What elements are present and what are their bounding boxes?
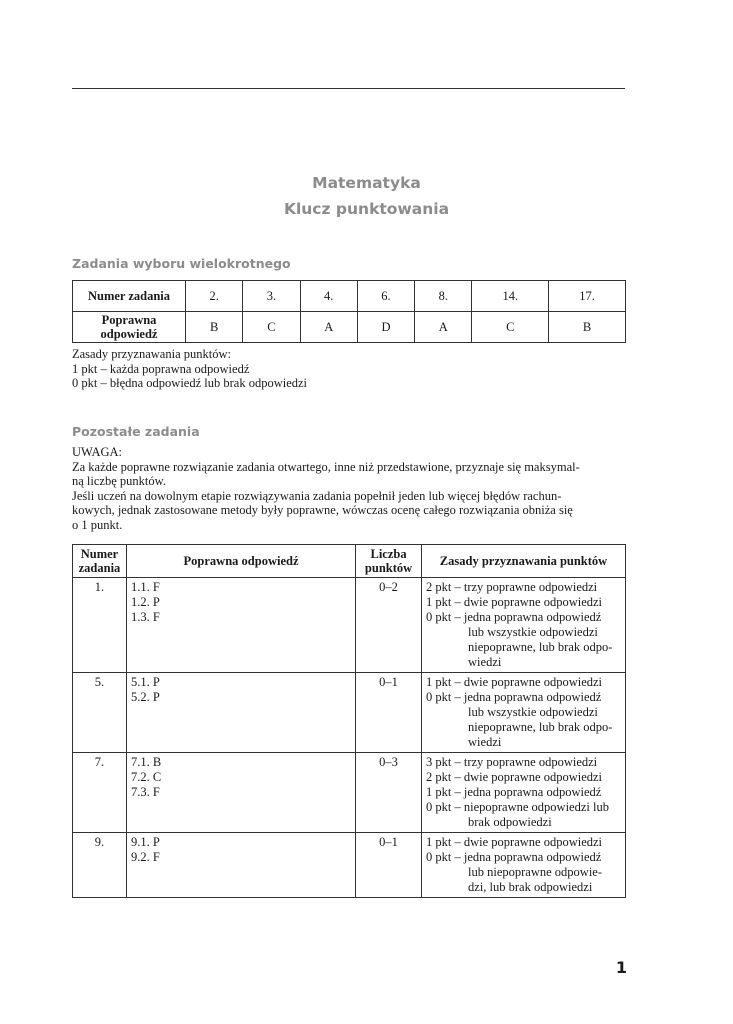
note-line: kowych, jednak zastosowane metody były poprawne, wówczas ocenę całego rozwiązania obniża się <box>72 503 573 518</box>
column-header-points <box>356 545 422 578</box>
answer-line: 9.2. F <box>130 850 160 864</box>
rule-line: 1 pkt – jedna poprawna odpowiedź <box>426 785 602 799</box>
note-block <box>72 445 626 533</box>
table-header-row <box>73 545 626 578</box>
note-line: ną liczbę punktów. <box>72 474 166 489</box>
task-number: 5. <box>73 673 127 753</box>
rules-cell <box>422 578 626 673</box>
answer-cell: B <box>549 312 626 343</box>
table-row <box>73 673 626 753</box>
rule-line: dzi, lub brak odpowiedzi <box>468 880 593 894</box>
rule-line: niepoprawne, lub brak odpo- <box>468 640 613 654</box>
answers-cell <box>126 578 355 673</box>
column-header-scoring-rules: Zasady przyznawania punktów <box>422 545 626 578</box>
scoring-rules-multiple-choice <box>72 347 626 391</box>
answer-line: 5.1. P <box>130 675 160 689</box>
scoring-rules-title: Zasady przyznawania punktów: <box>72 347 231 361</box>
rule-line: lub niepoprawne odpowie- <box>468 865 603 879</box>
answer-cell: B <box>186 312 243 343</box>
page-title <box>0 170 733 222</box>
answer-cell: C <box>243 312 300 343</box>
rule-line: 0 pkt – jedna poprawna odpowiedź <box>426 610 602 624</box>
points-range: 0–1 <box>356 833 422 898</box>
points-range: 0–2 <box>356 578 422 673</box>
task-number-cell: 6. <box>357 281 414 312</box>
task-number-cell: 4. <box>300 281 357 312</box>
task-number-cell: 8. <box>415 281 472 312</box>
correct-answer-header <box>73 312 186 343</box>
note-line: o 1 punkt. <box>72 517 123 532</box>
answer-cell: A <box>300 312 357 343</box>
rule-line: wiedzi <box>468 735 502 749</box>
rule-line: 0 pkt – jedna poprawna odpowiedź <box>426 690 602 704</box>
answers-cell <box>126 673 355 753</box>
rule-line: 1 pkt – dwie poprawne odpowiedzi <box>426 835 603 849</box>
task-number: 1. <box>73 578 127 673</box>
correct-answer-row <box>73 312 626 343</box>
answer-cell: C <box>472 312 549 343</box>
scoring-rule: 1 pkt – każda poprawna odpowiedź <box>72 361 250 376</box>
points-range: 0–1 <box>356 673 422 753</box>
header-line: Numer <box>80 547 119 561</box>
rule-line: lub wszystkie odpowiedzi <box>468 705 598 719</box>
rule-line: 2 pkt – trzy poprawne odpowiedzi <box>426 580 598 594</box>
rule-line: 1 pkt – dwie poprawne odpowiedzi <box>426 675 603 689</box>
note-label: UWAGA: <box>72 445 122 459</box>
answer-line: 7.1. B <box>130 755 162 769</box>
task-number-cell: 17. <box>549 281 626 312</box>
table-row <box>73 753 626 833</box>
title-subject: Matematyka <box>312 174 421 192</box>
note-line: Za każde poprawne rozwiązanie zadania otwartego, inne niż przedstawione, przyznaje się maksymal- <box>72 459 580 474</box>
section-heading-other-tasks: Pozostałe zadania <box>72 424 200 439</box>
column-header-correct-answer: Poprawna odpowiedź <box>126 545 355 578</box>
section-heading-multiple-choice: Zadania wyboru wielokrotnego <box>72 256 291 271</box>
answer-line: 1.1. F <box>130 580 160 594</box>
rules-cell <box>422 833 626 898</box>
header-line: zadania <box>78 561 121 575</box>
rules-cell <box>422 673 626 753</box>
rule-line: 0 pkt – jedna poprawna odpowiedź <box>426 850 602 864</box>
rule-line: lub wszystkie odpowiedzi <box>468 625 598 639</box>
task-number-cell: 3. <box>243 281 300 312</box>
scoring-rule: 0 pkt – błędna odpowiedź lub brak odpowiedzi <box>72 376 308 391</box>
correct-answer-header-line1: Poprawna <box>101 313 157 327</box>
answer-line: 5.2. P <box>130 690 160 704</box>
note-paragraph-1 <box>72 460 626 489</box>
answers-cell <box>126 753 355 833</box>
title-subtitle: Klucz punktowania <box>283 200 450 218</box>
header-rule <box>72 88 625 89</box>
note-paragraph-2 <box>72 489 626 533</box>
answer-line: 1.3. F <box>130 610 160 624</box>
answer-cell: D <box>357 312 414 343</box>
page-number: 1 <box>615 958 627 977</box>
rule-line: 1 pkt – dwie poprawne odpowiedzi <box>426 595 603 609</box>
answer-line: 9.1. P <box>130 835 160 849</box>
points-range: 0–3 <box>356 753 422 833</box>
rule-line: 2 pkt – dwie poprawne odpowiedzi <box>426 770 603 784</box>
multiple-choice-answer-table <box>72 280 626 343</box>
rule-line: brak odpowiedzi <box>468 815 552 829</box>
answer-line: 7.2. C <box>130 770 162 784</box>
table-row <box>73 578 626 673</box>
task-number: 9. <box>73 833 127 898</box>
rule-line: 3 pkt – trzy poprawne odpowiedzi <box>426 755 598 769</box>
column-header-task-number <box>73 545 127 578</box>
answer-line: 1.2. P <box>130 595 160 609</box>
task-number-cell: 2. <box>186 281 243 312</box>
open-tasks-scoring-table <box>72 544 626 898</box>
task-number-header: Numer zadania <box>73 281 186 312</box>
answers-cell <box>126 833 355 898</box>
task-number-row <box>73 281 626 312</box>
rule-line: wiedzi <box>468 655 502 669</box>
task-number-cell: 14. <box>472 281 549 312</box>
answer-cell: A <box>415 312 472 343</box>
header-line: punktów <box>364 561 413 575</box>
header-line: Liczba <box>370 547 407 561</box>
rule-line: niepoprawne, lub brak odpo- <box>468 720 613 734</box>
rule-line: 0 pkt – niepoprawne odpowiedzi lub <box>426 800 609 814</box>
rules-cell <box>422 753 626 833</box>
note-line: Jeśli uczeń na dowolnym etapie rozwiązywania zadania popełnił jeden lub więcej błędów rachun- <box>72 488 562 503</box>
table-row <box>73 833 626 898</box>
task-number: 7. <box>73 753 127 833</box>
answer-line: 7.3. F <box>130 785 160 799</box>
correct-answer-header-line2: odpowiedź <box>100 327 158 341</box>
